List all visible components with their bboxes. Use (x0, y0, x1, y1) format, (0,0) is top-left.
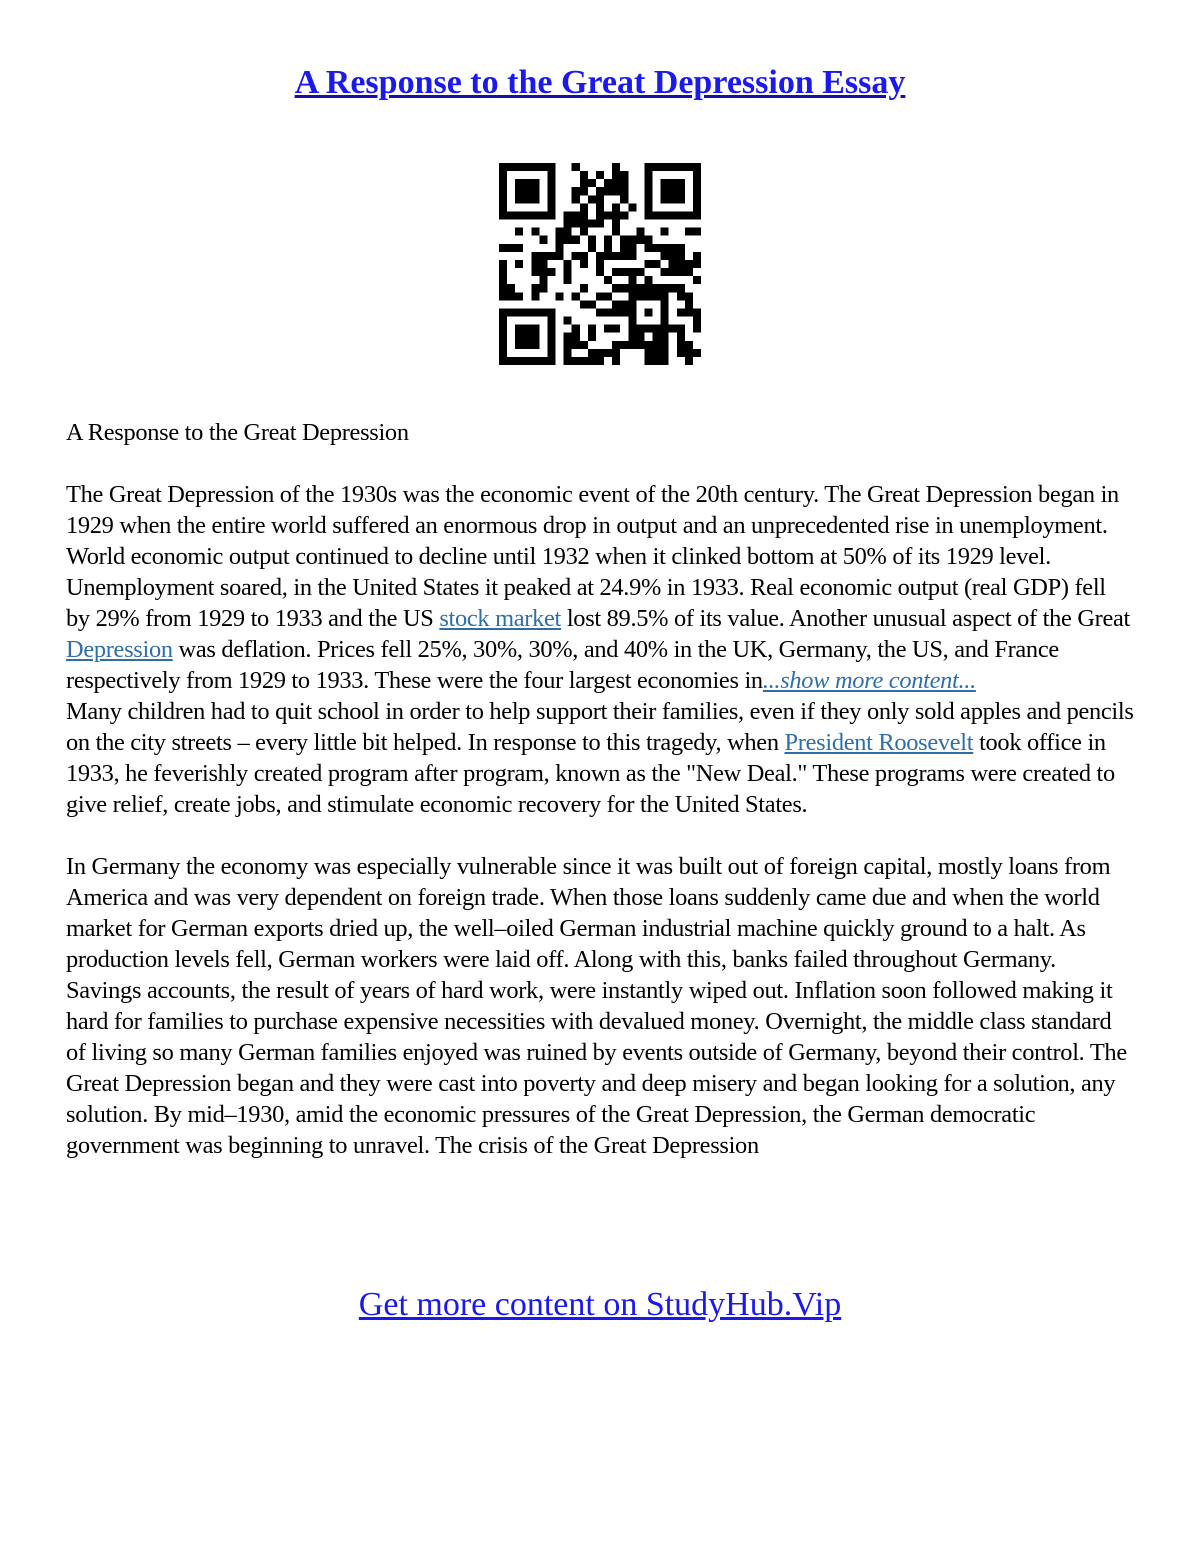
text: took office in 1933, he feverishly created program after program, known as the "New Deal." These programs were created to give relief, create jobs, and stimulate economic recovery for the United States. (66, 729, 1115, 818)
studyhub-link[interactable]: Get more content on StudyHub.Vip (358, 1286, 842, 1323)
depression-link[interactable]: Depression (66, 636, 173, 663)
footer (0, 1286, 1200, 1324)
essay-body (66, 417, 1134, 1161)
qr-code-icon (499, 163, 701, 365)
title-link[interactable]: A Response to the Great Depression Essay (294, 64, 906, 101)
essay-heading: A Response to the Great Depression (66, 419, 409, 446)
show-more-link[interactable]: ...show more content... (762, 667, 976, 694)
text: was deflation. Prices fell 25%, 30%, 30%, and 40% in the UK, Germany, the US, and France respectively from 1929 to 1933. These were the four largest economies in (66, 636, 1059, 694)
document-title (0, 64, 1200, 102)
paragraph-1 (66, 479, 1134, 696)
text: Many children had to quit school in order to help support their families, even if they only sold apples and pencils on the city streets – every little bit helped. In response to this tragedy, when (66, 698, 1134, 756)
paragraph-2 (66, 696, 1134, 820)
text: The Great Depression of the 1930s was the economic event of the 20th century. The Great Depression began in 1929 when the entire world suffered an enormous drop in output and an unprecedented rise in unemployment. World economic output continued to decline until 1932 when it clinked bottom at 50% of its 1929 level. Unemployment soared, in the United States it peaked at 24.9% in 1933. Real economic output (real GDP) fell by 29% from 1929 to 1933 and the US (66, 481, 1119, 632)
president-roosevelt-link[interactable]: President Roosevelt (784, 729, 974, 756)
paragraph-3: In Germany the economy was especially vulnerable since it was built out of foreign capital, mostly loans from America and was very dependent on foreign trade. When those loans suddenly came due and when the world market for German exports dried up, the well–oiled German industrial machine quickly ground to a halt. As production levels fell, German workers were laid off. Along with this, banks failed throughout Germany. Savings accounts, the result of years of hard work, were instantly wiped out. Inflation soon followed making it hard for families to purchase expensive necessities with devalued money. Overnight, the middle class standard of living so many German families enjoyed was ruined by events outside of Germany, beyond their control. The Great Depression began and they were cast into poverty and deep misery and began looking for a solution, any solution. By mid–1930, amid the economic pressures of the Great Depression, the German democratic government was beginning to unravel. The crisis of the Great Depression (66, 853, 1127, 1159)
stock-market-link[interactable]: stock market (439, 605, 562, 632)
text: lost 89.5% of its value. Another unusual aspect of the Great (561, 605, 1131, 632)
